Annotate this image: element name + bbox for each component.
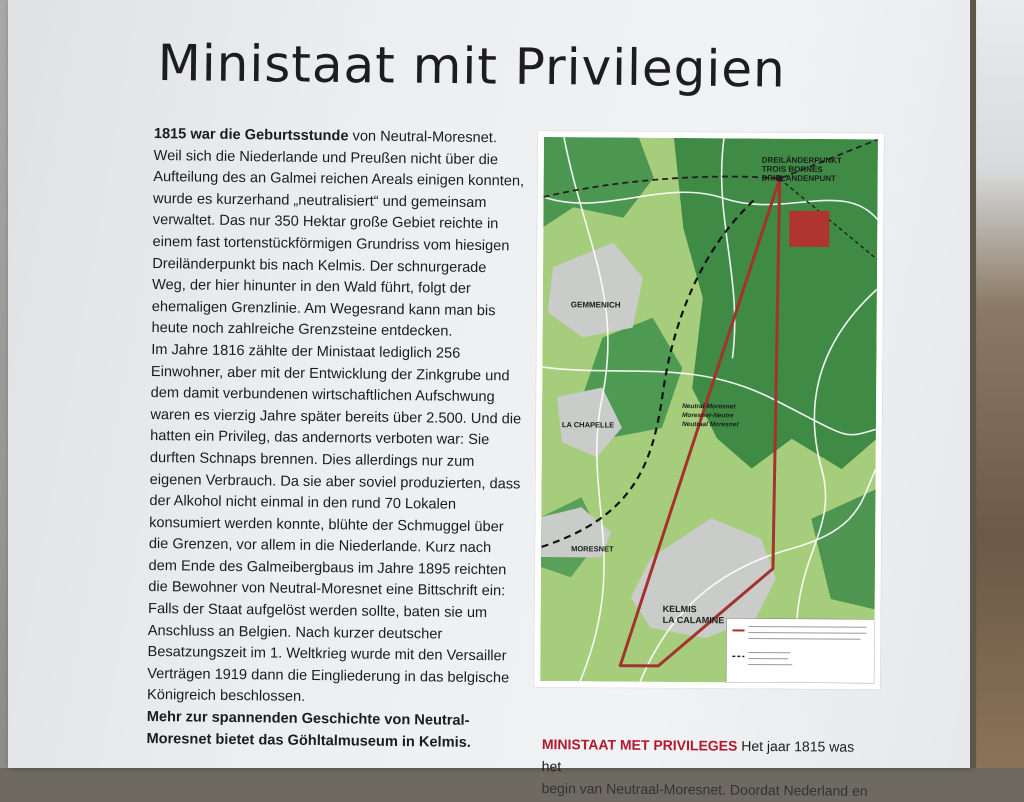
paragraph-1-lead: 1815 war die Geburtsstunde bbox=[154, 126, 349, 144]
board-title: Ministaat mit Privilegien bbox=[157, 34, 786, 99]
map-label-la-chapelle: LA CHAPELLE bbox=[562, 420, 614, 429]
map-label-territory-fr: Moresnet-Neutre bbox=[682, 412, 734, 419]
closing-note: Mehr zur spannenden Geschichte von Neutral-Moresnet bietet das Göhltalmuseum in Kelmis. bbox=[146, 709, 471, 751]
paragraph-2: Im Jahre 1816 zählte der Ministaat lediglich 256 Einwohner, aber mit der Entwicklung der Zinkgrube und dem damit verbundenen wirtschaftlichen Aufschwung waren es vierzig Jahre später bereits über 2.500. Und die hatten ein Privileg, das andernorts verboten war: Sie durften Schnaps brennen. Dies allerdings nur zum eigenen Verbrauch. Da sie aber soviel produzierten, dass der Alkohol nicht einmal in den rund 70 Lokalen konsumiert werden konnte, blühte der Schmuggel über die Grenzen, vor allem in die Niederlande. Kurz nach dem Ende des Galmeibergbaus im Jahre 1895 reichten die Bewohner von Neutral-Moresnet eine Bittschrift ein: Falls der Staat aufgelöst werden sollte, baten sie um Anschluss an Belgien. Nach kurzer deutscher Besatzungszeit im 1. Weltkrieg wurde mit den Versailler Verträgen 1919 dann die Eingliederung in das belgische Königreich beschlossen. bbox=[147, 340, 523, 712]
map-label-gemmenich: GEMMENICH bbox=[571, 300, 621, 309]
german-text-block bbox=[146, 124, 526, 755]
map-label-kelmis: KELMIS bbox=[663, 604, 697, 614]
map-panel bbox=[534, 131, 884, 689]
map-label-tripoint-fr: TROIS BORNES bbox=[762, 165, 824, 174]
map-label-territory-de: Neutral-Moresnet bbox=[682, 403, 736, 410]
dutch-heading: MINISTAAT MET PRIVILEGES bbox=[542, 736, 738, 754]
map-label-la-calamine: LA CALAMINE bbox=[663, 615, 725, 625]
dutch-text-block bbox=[541, 733, 872, 802]
map-info-tag bbox=[789, 211, 829, 247]
map-label-tripoint-de: DREILÄNDERPUNKT bbox=[762, 156, 842, 166]
dutch-line-2: begin van Neutraal-Moresnet. Doordat Nederland en bbox=[541, 777, 871, 802]
paragraph-closing bbox=[146, 707, 518, 755]
paragraph-1 bbox=[151, 124, 526, 344]
map-label-territory-nl: Neutraal Moresnet bbox=[682, 421, 740, 428]
board-frame-edge bbox=[970, 0, 976, 768]
dutch-text: Het jaar 1815 was het bbox=[542, 738, 855, 774]
map-legend bbox=[726, 618, 874, 683]
dutch-line-1 bbox=[542, 733, 872, 780]
paragraph-1-text: von Neutral-Moresnet. Weil sich die Niederlande und Preußen nicht über die Aufteilung des an Galmei reichen Areals einigen konnten, wurde es kurzerhand „neutralisiert“ und gemeinsam verwaltet. Das nur 350 Hektar große Gebiet reichte in einem fast tortenstückförmigen Grundriss vom hiesigen Dreiländerpunkt bis nach Kelmis. Der schnurgerade Weg, der hier hinunter in den Wald führt, folgt der ehemaligen Grenzlinie. Am Wegesrand kann man bis heute noch zahlreiche Grenzsteine entdecken. bbox=[151, 128, 524, 340]
map-label-tripoint-nl: DRIELANDENPUNT bbox=[762, 174, 836, 184]
territory-map bbox=[540, 137, 878, 683]
map-label-moresnet: MORESNET bbox=[571, 544, 614, 553]
info-board bbox=[8, 0, 970, 768]
